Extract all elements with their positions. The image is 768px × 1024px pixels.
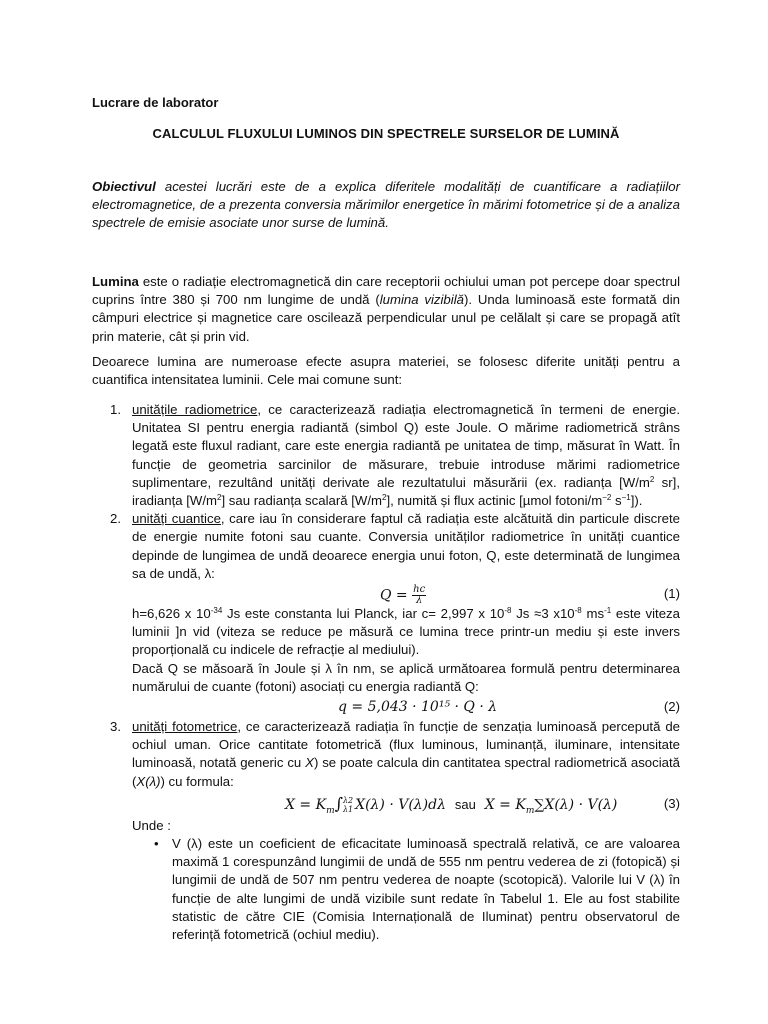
photometric-text-a: , ce caracterizează radiația în funcție de senzația luminoasă percepută de ochiul uman. Orice cantitate fotometrică (flux luminous, luminanță, iluminare, intensitate luminoasă, notată generic cu	[132, 719, 680, 771]
list-item-quantum	[92, 510, 680, 718]
upper-limit: λ2	[342, 795, 354, 805]
equation-1-formula	[380, 585, 426, 606]
eq3-part: ∑X(λ) · V(λ)	[534, 796, 618, 813]
constants-text-d: ms	[581, 606, 605, 622]
constants-paragraph	[132, 605, 680, 660]
integral-sign: ∫	[334, 793, 343, 813]
constants-text-a: h=6,626 x 10	[132, 606, 211, 622]
visible-light-term: lumina vizibilă	[379, 292, 464, 308]
lower-limit: λ1	[342, 804, 354, 814]
bullet-item-v-lambda	[150, 835, 680, 944]
radiometric-text-a: , ce caracterizează radiația electromagnetică în termeni de energie. Unitatea SI pentru energia radiantă (simbol Q) este Joule. O mărime radiometrică strâns legată este fluxul radiant, care este energia radiantă pe unitatea de timp, măsurat în Watt. În funcție de geometria sarcinilor de măsurare, trebuie introduse mărimi radiometrice suplimentare, rezultând unități derivate ale rezultatului măsurării (ex. radianța [W/m	[132, 402, 680, 490]
document-title: CALCULUL FLUXULUI LUMINOS DIN SPECTRELE SURSELOR DE LUMINĂ	[152, 126, 620, 141]
photon-count-paragraph: Dacă Q se măsoară în Joule și λ în nm, se aplică următoarea formulă pentru determinarea numărului de cuante (fotoni) asociați cu energia radiantă Q:	[132, 660, 680, 694]
where-label: Unde :	[132, 817, 171, 833]
photometric-text-c: ) cu formula:	[160, 773, 234, 789]
superscript: −2	[602, 493, 612, 503]
equation-1-lhs: Q =	[380, 587, 408, 604]
superscript: −1	[621, 493, 631, 503]
units-intro-paragraph: Deoarece lumina are numeroase efecte asupra materiei, se folosesc diferite unități pentru a cuantifica intensitatea luminii. Cele mai comune sunt:	[92, 354, 680, 388]
radiometric-term: unitățile radiometrice	[132, 402, 258, 417]
radiometric-text-d: ], numită și flux actinic [µmol fotoni/m	[386, 493, 603, 509]
fraction-denominator: λ	[415, 595, 423, 607]
equation-1-number: (1)	[663, 586, 680, 602]
equation-3	[132, 791, 680, 817]
superscript: -1	[604, 606, 612, 616]
photometric-term: unități fotometrice	[132, 719, 238, 735]
eq3-part: X = K	[484, 796, 526, 813]
quantum-term: unități cuantice	[132, 511, 221, 527]
fraction-numerator: hc	[413, 584, 426, 596]
eq3-subscript: m	[326, 805, 335, 816]
radiometric-text-c: ] sau radianța scalară [W/m	[221, 493, 382, 509]
list-number: 1.	[110, 402, 121, 417]
photometric-text-b: ) se poate calcula din cantitatea spectral radiometrică asociată (	[132, 755, 680, 789]
bullet-dot: •	[154, 836, 159, 852]
v-lambda-text: V (λ) este un coeficient de eficacitate luminoasă spectrală relativă, ce are valoarea maximă 1 corespunzând lungimii de undă de 555 nm pentru vederea de zi (fotopică) și lungimii de undă de 507 nm pentru vederea de noapte (scotopică). Valorile lui V (λ) în funcție de alte lungimi de undă vizibile sunt redate în Tabelul 1. Ele au fost stabilite statistic de către CIE (Comisia Internațională de Iluminat) pentru observatorul de referință fotometrică (ochiul mediu).	[172, 836, 680, 943]
equation-2	[132, 696, 680, 718]
radiometric-text-e: s	[611, 493, 622, 509]
superscript: -8	[504, 606, 512, 616]
objective-lead: Obiectivul	[92, 179, 156, 194]
objective-paragraph	[92, 178, 680, 233]
superscript: -34	[210, 606, 223, 616]
equation-2-formula: q = 5,043 · 10¹⁵ · Q · λ	[338, 699, 498, 716]
eq3-part: X = K	[285, 796, 327, 813]
integral-limits	[343, 796, 353, 814]
superscript: -8	[574, 606, 582, 616]
radiometric-text-f: ]).	[630, 493, 643, 509]
equation-3-formula	[285, 795, 617, 820]
equation-2-number: (2)	[663, 699, 680, 715]
constants-text-b: Js este constanta lui Planck, iar c= 2,997 x 10	[222, 606, 505, 622]
superscript: 2	[381, 493, 387, 503]
radiometric-text-b: sr], iradianța [W/m	[132, 474, 680, 509]
objective-text: acestei lucrări este de a explica diferitele modalități de cuantificare a radiațiilor electromagnetice, de a prezenta conversia mărimilor energetice în mărimi fotometrice și de a analiza spectrele de emisie asociate unor surse de lumină.	[92, 179, 680, 231]
constants-text-e: este viteza luminii ]n vid (viteza se reduce pe măsură ce lumina trece printr-un mediu și este invers proporțională cu indicele de refracție al mediului).	[132, 606, 680, 658]
list-number: 3.	[110, 719, 121, 735]
superscript: 2	[217, 493, 222, 503]
equation-3-number: (3)	[663, 795, 680, 811]
eq3-part: X(λ) · V(λ)dλ	[355, 796, 446, 813]
list-item-radiometric	[92, 401, 680, 510]
eq3-or-word: sau	[454, 796, 476, 812]
symbol-x: X	[305, 755, 314, 771]
list-number: 2.	[110, 511, 121, 527]
eq3-subscript: m	[525, 805, 535, 816]
light-paragraph	[92, 273, 680, 346]
light-text-b: ). Unda luminoasă este formată din câmpuri electrice și magnetice care oscilează perpendicular unul pe celălalt și care se propagă atît prin materie, cât și prin vid.	[92, 292, 680, 344]
constants-text-c: Js ≈3 x10	[511, 606, 575, 622]
equation-1-fraction	[412, 585, 426, 606]
light-lead: Lumina	[92, 274, 139, 289]
symbol-x-lambda: X(λ)	[136, 773, 161, 789]
superscript: 2	[649, 474, 655, 484]
list-item-photometric	[92, 718, 680, 944]
equation-1	[132, 583, 680, 605]
quantum-text-a: , care iau în considerare faptul că radiația este alcătuită din particule discrete de energie numite fotoni sau cuante. Conversia unităților radiometrice în unități cuantice depinde de lungimea de undă deoarece energia unui foton, Q, este determinată de lungimea sa de undă, λ:	[132, 511, 680, 581]
units-list	[92, 401, 680, 944]
light-text-a: este o radiație electromagnetică din care receptorii ochiului uman pot percepe doar spectrul cuprins între 380 și 700 nm lungime de undă (	[92, 274, 680, 308]
lab-label: Lucrare de laborator	[92, 95, 219, 110]
